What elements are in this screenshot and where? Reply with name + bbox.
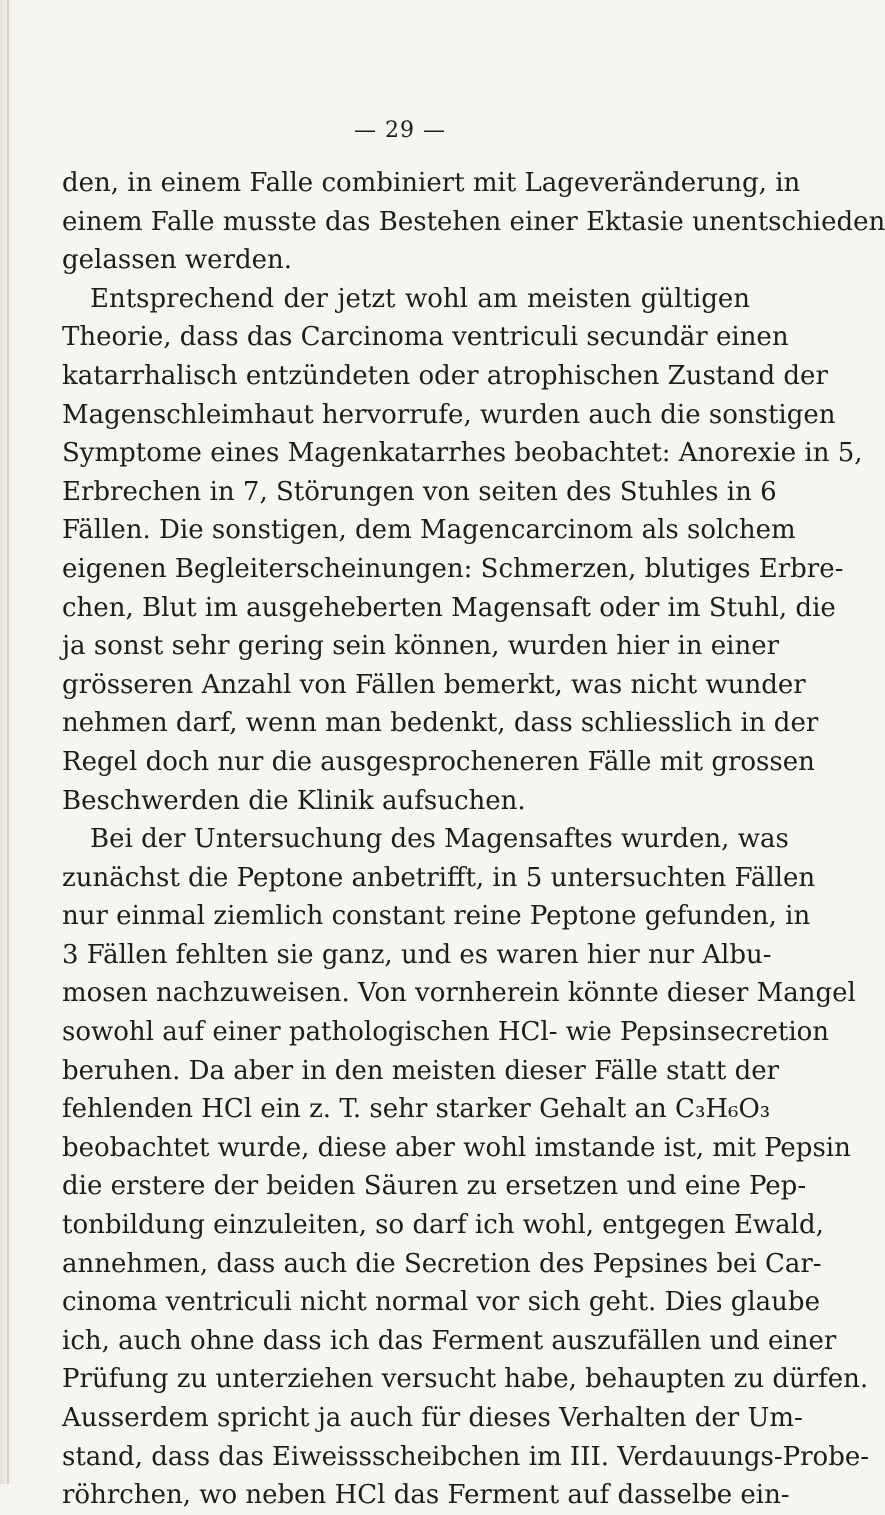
- text-line: nur einmal ziemlich constant reine Peptone gefunden, in: [62, 901, 811, 932]
- page-edge-line: [7, 0, 9, 1484]
- text-line: den, in einem Falle combiniert mit Lageveränderung, in: [62, 168, 801, 198]
- text-line: ich, auch ohne dass ich das Ferment auszufällen und einer: [62, 1325, 837, 1356]
- text-line: gelassen werden.: [62, 245, 293, 276]
- text-line: die erstere der beiden Säuren zu ersetzen und eine Pep-: [62, 1171, 807, 1202]
- text-line: nehmen darf, wenn man bedenkt, dass schliesslich in der: [62, 708, 819, 739]
- text-line: Prüfung zu unterziehen versucht habe, behaupten zu dürfen.: [62, 1364, 869, 1395]
- body-text: [62, 164, 885, 1515]
- text-line: einem Falle musste das Bestehen einer Ektasie unentschieden: [62, 206, 885, 237]
- text-line: eigenen Begleiterscheinungen: Schmerzen, blutiges Erbre-: [62, 553, 844, 584]
- text-line: grösseren Anzahl von Fällen bemerkt, was nicht wunder: [62, 669, 806, 700]
- text-line: annehmen, dass auch die Secretion des Pepsines bei Car-: [62, 1248, 822, 1279]
- text-line: zunächst die Peptone anbetrifft, in 5 untersuchten Fällen: [62, 862, 816, 893]
- text-line: beruhen. Da aber in den meisten dieser Fälle statt der: [62, 1055, 780, 1086]
- text-line: beobachtet wurde, diese aber wohl imstande ist, mit Pepsin: [62, 1132, 851, 1163]
- text-line: Beschwerden die Klinik aufsuchen.: [62, 785, 526, 816]
- text-line: Symptome eines Magenkatarrhes beobachtet: Anorexie in 5,: [62, 438, 863, 469]
- text-line: sowohl auf einer pathologischen HCl- wie Pepsinsecretion: [62, 1017, 830, 1048]
- text-line: Theorie, dass das Carcinoma ventriculi secundär einen: [62, 322, 789, 353]
- text-line: Erbrechen in 7, Störungen von seiten des Stuhles in 6: [62, 476, 777, 507]
- text-line: röhrchen, wo neben HCl das Ferment auf dasselbe ein-: [62, 1480, 790, 1511]
- text-line: 3 Fällen fehlten sie ganz, und es waren hier nur Albu-: [62, 939, 772, 970]
- text-line: fehlenden HCl ein z. T. sehr starker Gehalt an C₃H₆O₃: [62, 1094, 771, 1125]
- text-line: Magenschleimhaut hervorrufe, wurden auch die sonstigen: [62, 399, 836, 430]
- text-line: chen, Blut im ausgeheberten Magensaft oder im Stuhl, die: [62, 592, 836, 623]
- text-line: cinoma ventriculi nicht normal vor sich geht. Dies glaube: [62, 1287, 820, 1318]
- text-line: Fällen. Die sonstigen, dem Magencarcinom als solchem: [62, 515, 796, 546]
- text-line: ja sonst sehr gering sein können, wurden hier in einer: [62, 631, 780, 662]
- text-line: Entsprechend der jetzt wohl am meisten gültigen: [90, 283, 750, 314]
- text-line: Regel doch nur die ausgesprocheneren Fälle mit grossen: [62, 746, 815, 777]
- text-line: katarrhalisch entzündeten oder atrophischen Zustand der: [62, 360, 828, 391]
- text-line: Ausserdem spricht ja auch für dieses Verhalten der Um-: [62, 1403, 803, 1433]
- text-line: stand, dass das Eiweissscheibchen im III. Verdauungs-Probe-: [62, 1441, 870, 1472]
- text-line: mosen nachzuweisen. Von vornherein könnte dieser Mangel: [62, 978, 856, 1009]
- text-line: tonbildung einzuleiten, so darf ich wohl, entgegen Ewald,: [62, 1210, 824, 1241]
- page-number: — 29 —: [354, 118, 446, 143]
- text-line: Bei der Untersuchung des Magensaftes wurden, was: [90, 824, 789, 855]
